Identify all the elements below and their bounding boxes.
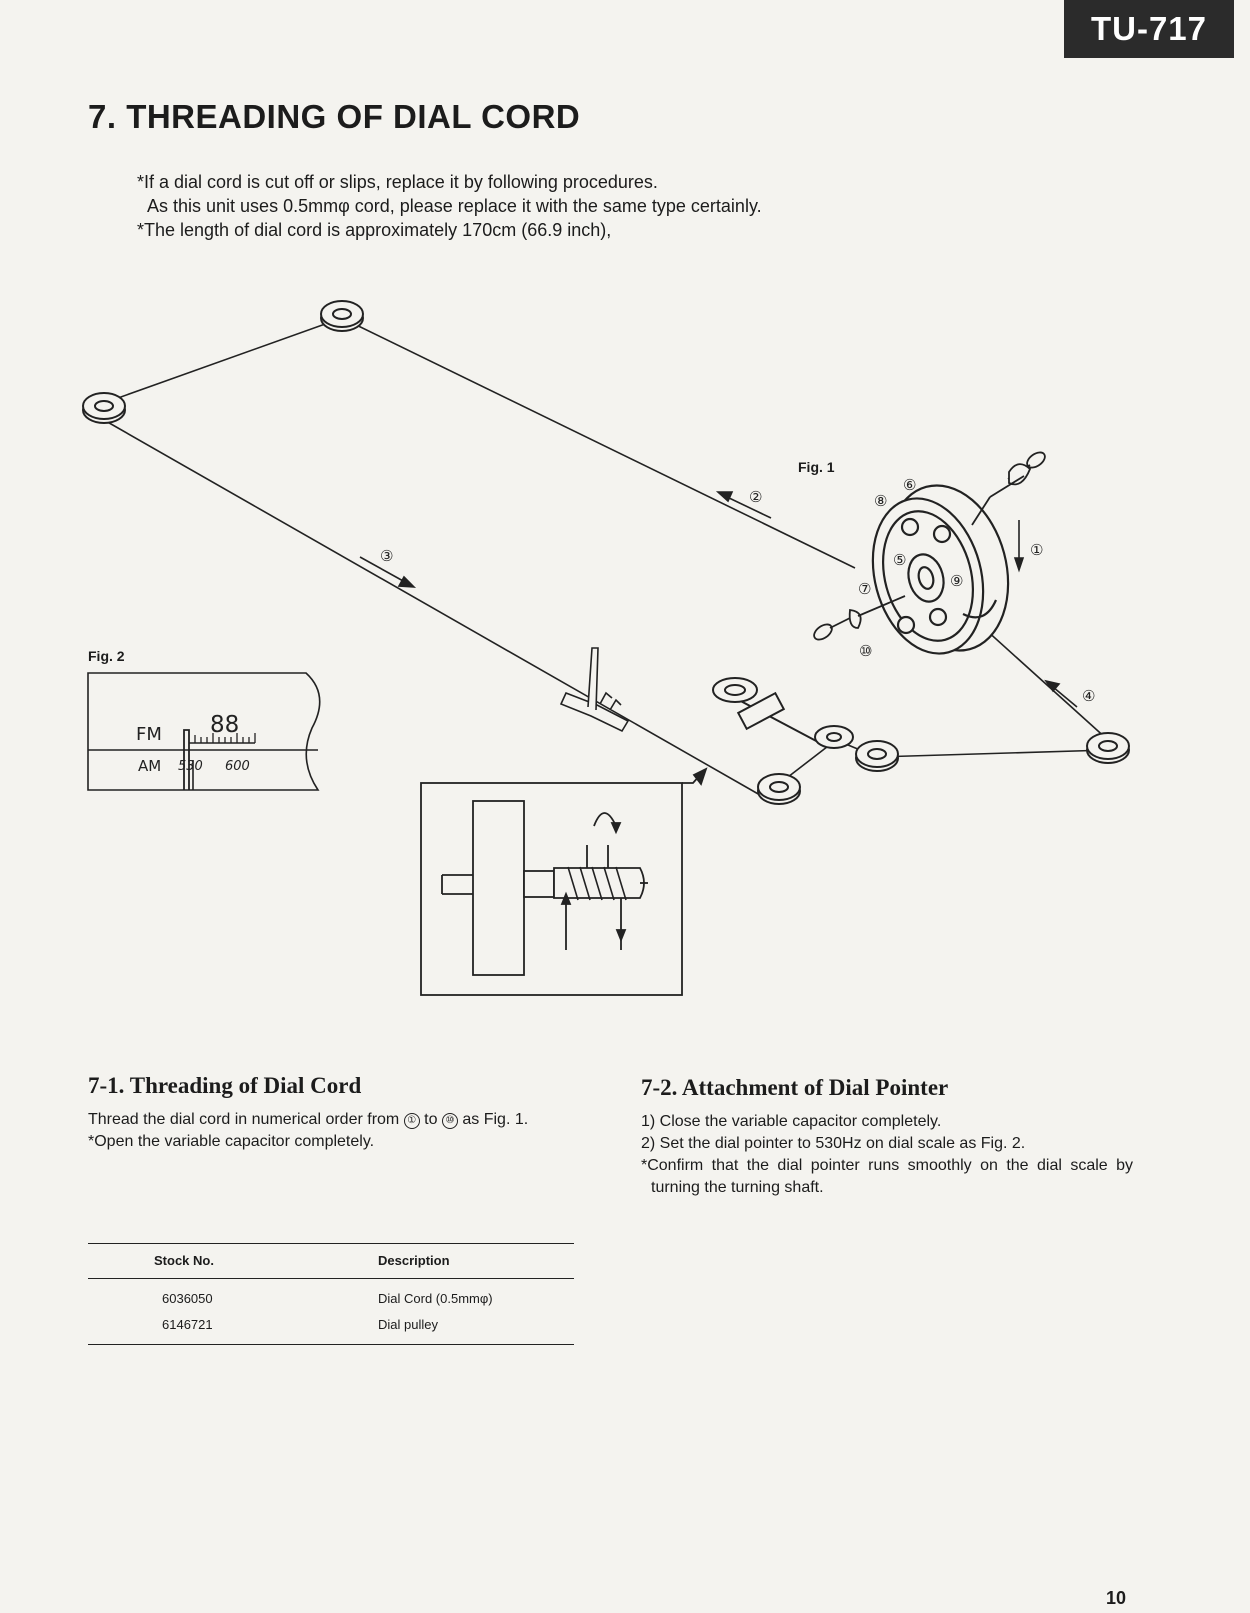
section-threading: [88, 1073, 578, 1153]
model-badge: TU-717: [1064, 0, 1234, 58]
marker-4: ④: [1082, 687, 1096, 705]
table-row: [88, 1279, 574, 1313]
marker-3: ③: [380, 547, 394, 565]
note-line: *The length of dial cord is approximately 170cm (66.9 inch),: [137, 220, 612, 240]
table-row: [88, 1312, 574, 1345]
idler-pulley-bottom: [758, 774, 800, 804]
cord-arrow-1: [1015, 520, 1023, 570]
section-2-step: 1) Close the variable capacitor completely.: [641, 1113, 942, 1130]
am-value-2: 600: [225, 759, 250, 774]
am-label: AM: [138, 757, 162, 775]
description-cell: Dial Cord (0.5mmφ): [378, 1291, 493, 1306]
marker-10: ⑩: [859, 642, 873, 660]
detail-inset: [421, 769, 706, 995]
marker-from: ①: [404, 1113, 420, 1129]
note-line: *If a dial cord is cut off or slips, replace it by following procedures.: [137, 172, 658, 192]
fm-label: FM: [136, 724, 162, 745]
col-description: Description: [378, 1244, 574, 1279]
stock-no-cell: 6146721: [88, 1312, 378, 1345]
fig2-dial-scale: [88, 673, 320, 790]
fm-value: 88: [210, 712, 240, 738]
fig2-label: Fig. 2: [88, 648, 125, 664]
idler-pulley-left: [83, 393, 125, 423]
parts-table: [88, 1243, 574, 1345]
description-cell: Dial pulley: [378, 1312, 574, 1345]
marker-8: ⑧: [874, 492, 888, 510]
idler-pulley-mid: [856, 741, 898, 771]
marker-to: ⑩: [442, 1113, 458, 1129]
marker-5: ⑤: [893, 551, 907, 569]
marker-1: ①: [1030, 541, 1044, 559]
page-number: 10: [1106, 1588, 1127, 1608]
section-1-note: *Open the variable capacitor completely.: [88, 1133, 375, 1150]
idler-pulley-top: [321, 301, 363, 331]
page-title: 7. THREADING OF DIAL CORD: [88, 98, 581, 135]
section-2-step: 2) Set the dial pointer to 530Hz on dial scale as Fig. 2.: [641, 1135, 1026, 1152]
section-2-heading: 7-2. Attachment of Dial Pointer: [641, 1075, 949, 1100]
drive-shaft-assembly: [713, 678, 853, 748]
section-pointer: [641, 1075, 1133, 1199]
section-1-text: Thread the dial cord in numerical order from ① to ⑩ as Fig. 1.: [88, 1111, 529, 1128]
marker-9: ⑨: [950, 572, 964, 590]
marker-6: ⑥: [903, 476, 917, 494]
fig1-label: Fig. 1: [798, 459, 835, 475]
stock-no-cell: 6036050: [162, 1291, 213, 1306]
marker-2: ②: [749, 488, 763, 506]
am-value-1: 530: [178, 759, 203, 774]
col-stock-no: Stock No.: [88, 1244, 378, 1279]
idler-pulley-right: [1087, 733, 1129, 763]
section-2-note: *Confirm that the dial pointer runs smoothly on the dial scale by turning the turning shaft.: [641, 1157, 1133, 1196]
dial-pointer: [561, 648, 628, 731]
marker-7: ⑦: [858, 580, 872, 598]
direction-arrow-4: [1046, 681, 1077, 707]
section-1-heading: 7-1. Threading of Dial Cord: [88, 1073, 362, 1098]
note-line: As this unit uses 0.5mmφ cord, please replace it with the same type certainly.: [147, 196, 762, 216]
